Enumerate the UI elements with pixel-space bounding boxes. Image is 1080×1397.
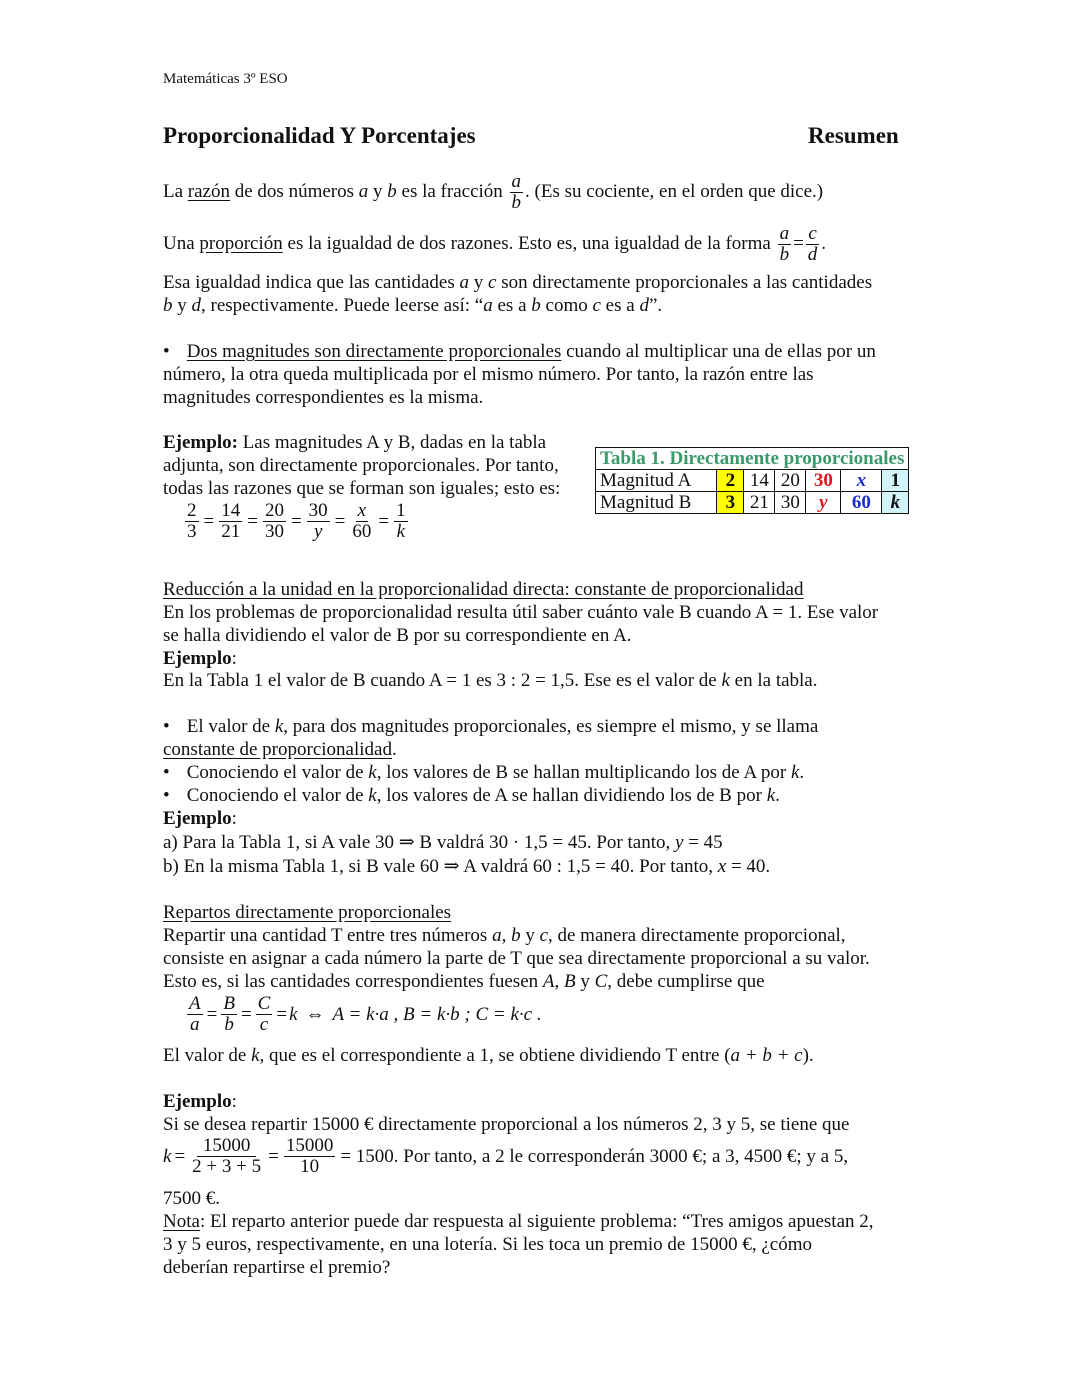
ejemplo2-formula: k = $\frac{15000}{2 + 3 + 5}$ = $\frac{15000}{10}$ = 1500 . Por tanto, a 2 le corresponderán 3000 €; a 3, 4500 €; y a 5, xyxy=(163,1135,849,1177)
ratio-fraction: $\frac{20}{30}$ xyxy=(264,500,284,542)
table-row xyxy=(596,470,909,492)
proporcion-fraction-1: $\frac{a}{b}$ xyxy=(779,223,790,265)
ejemplo2-label: Ejemplo: xyxy=(163,1091,237,1112)
tabla-1 xyxy=(595,447,909,514)
ejemplo2-line-1: Si se desea repartir 15000 € directamente proporcional a los números 2, 3 y 5, se tiene que xyxy=(163,1114,850,1135)
ejemplo1-line-3: todas las razones que se forman son iguales; esto es: xyxy=(163,478,561,499)
reduccion-line-3: En la Tabla 1 el valor de B cuando A = 1 es 3 : 2 = 1,5. Ese es el valor de k en la tabla. xyxy=(163,670,818,691)
nota-line-3: deberían repartirse el premio? xyxy=(163,1257,391,1278)
repartos-line-3: Esto es, si las cantidades correspondientes fuesen A, B y C, debe cumplirse que xyxy=(163,971,765,992)
row-label: Magnitud A xyxy=(596,470,717,492)
table-cell: y xyxy=(806,492,841,514)
reduccion-heading: Reducción a la unidad en la proporcionalidad directa: constante de proporcionalidad xyxy=(163,579,804,600)
row-label: Magnitud B xyxy=(596,492,717,514)
table-cell: 3 xyxy=(717,492,744,514)
ratio-fraction: $\frac{30}{y}$ xyxy=(308,500,328,542)
formula-fraction: $\frac{B}{b}$ xyxy=(223,993,235,1035)
bullets-ejemplo-label: Ejemplo: xyxy=(163,808,237,829)
formula-fraction: $\frac{15000}{10}$ xyxy=(285,1135,334,1177)
repartos-line-1: Repartir una cantidad T entre tres números a, b y c, de manera directamente proporcional, xyxy=(163,925,846,946)
table-cell: x xyxy=(841,470,882,492)
course-header: Matemáticas 3º ESO xyxy=(163,71,288,87)
proporcion-definition: Una proporción es la igualdad de dos razones. Esto es, una igualdad de la forma $\frac{a}{b}$ = $\frac{c}{d}$ . xyxy=(163,223,827,265)
table-row xyxy=(596,492,909,514)
table-cell: 1 xyxy=(882,470,909,492)
tabla-1-caption: Tabla 1. Directamente proporcionales xyxy=(596,448,909,470)
razon-fraction: $\frac{a}{b}$ xyxy=(511,171,522,213)
ejemplo2-line-3: 7500 €. xyxy=(163,1188,220,1209)
nota-line-1: Nota: El reparto anterior puede dar respuesta al siguiente problema: “Tres amigos apuestan 2, xyxy=(163,1211,874,1232)
repartos-line-5: El valor de k, que es el correspondiente a 1, se obtiene dividiendo T entre (a + b + c). xyxy=(163,1045,814,1066)
repartos-formula: $\frac{A}{a}$ = $\frac{B}{b}$ = $\frac{C}{c}$ = k ⇔ A = k·a , B = k·b ; C = k·c . xyxy=(189,993,542,1035)
proporcion-fraction-2: $\frac{c}{d}$ xyxy=(807,223,818,265)
ejemplo-a: a) Para la Tabla 1, si A vale 30 ⇒ B valdrá 30 · 1,5 = 45. Por tanto, y = 45 xyxy=(163,832,723,853)
esa-line-2: b y d, respectivamente. Puede leerse así: “a es a b como c es a d”. xyxy=(163,295,663,316)
bullet-constante: • El valor de k, para dos magnitudes proporcionales, es siempre el mismo, y se llama xyxy=(163,715,818,738)
table-cell: 30 xyxy=(806,470,841,492)
reduccion-line-1: En los problemas de proporcionalidad resulta útil saber cuánto vale B cuando A = 1. Ese valor xyxy=(163,602,879,623)
formula-fraction: $\frac{15000}{2 + 3 + 5}$ xyxy=(192,1135,262,1177)
reduccion-line-2: se halla dividiendo el valor de B por su correspondiente en A. xyxy=(163,625,632,646)
table-cell: 30 xyxy=(775,492,806,514)
ejemplo1-line-2: adjunta, son directamente proporcionales. Por tanto, xyxy=(163,455,559,476)
ratio-fraction: $\frac{2}{3}$ xyxy=(187,500,197,542)
ratio-fraction: $\frac{x}{60}$ xyxy=(352,500,372,542)
page-title: Proporcionalidad Y Porcentajes xyxy=(163,123,476,148)
ejemplo-b: b) En la misma Tabla 1, si B vale 60 ⇒ A valdrá 60 : 1,5 = 40. Por tanto, x = 40. xyxy=(163,856,771,877)
dos-magnitudes-line-3: magnitudes correspondientes es la misma. xyxy=(163,387,484,408)
ejemplo1-fraction-chain: $\frac{2}{3}$ = $\frac{14}{21}$ = $\frac{20}{30}$ = $\frac{30}{y}$ = $\frac{x}{60}$ = $\frac{1}{k}$ xyxy=(187,500,406,542)
table-cell: 14 xyxy=(744,470,775,492)
ratio-fraction: $\frac{1}{k}$ xyxy=(396,500,406,542)
page-title-right: Resumen xyxy=(808,123,899,148)
table-cell: 2 xyxy=(717,470,744,492)
table-cell: 21 xyxy=(744,492,775,514)
formula-fraction: $\frac{A}{a}$ xyxy=(189,993,201,1035)
table-cell: k xyxy=(882,492,909,514)
bullet-dividiendo: • Conociendo el valor de k, los valores de A se hallan dividiendo los de B por k. xyxy=(163,784,780,807)
repartos-line-2: consiste en asignar a cada número la parte de T que sea directamente proporcional a su valor. xyxy=(163,948,870,969)
nota-line-2: 3 y 5 euros, respectivamente, en una lotería. Si les toca un premio de 15000 €, ¿cómo xyxy=(163,1234,812,1255)
dos-magnitudes-line-1: • Dos magnitudes son directamente proporcionales cuando al multiplicar una de ellas por un xyxy=(163,340,876,363)
table-cell: 60 xyxy=(841,492,882,514)
razon-definition: La razón de dos números a y b es la fracción $\frac{a}{b}$ . (Es su cociente, en el orden que dice.) xyxy=(163,171,824,213)
dos-magnitudes-line-2: número, la otra queda multiplicada por el mismo número. Por tanto, la razón entre las xyxy=(163,364,814,385)
reduccion-ejemplo-label: Ejemplo: xyxy=(163,648,237,669)
table-cell: 20 xyxy=(775,470,806,492)
bullet-constante-line-2: constante de proporcionalidad. xyxy=(163,739,397,760)
ejemplo1-line-1: Ejemplo: Las magnitudes A y B, dadas en la tabla xyxy=(163,432,547,453)
repartos-heading: Repartos directamente proporcionales xyxy=(163,902,452,923)
bullet-multiplicando: • Conociendo el valor de k, los valores de B se hallan multiplicando los de A por k. xyxy=(163,761,804,784)
formula-fraction: $\frac{C}{c}$ xyxy=(257,993,271,1035)
ratio-fraction: $\frac{14}{21}$ xyxy=(221,500,241,542)
esa-line-1: Esa igualdad indica que las cantidades a y c son directamente proporcionales a las cantidades xyxy=(163,272,873,293)
